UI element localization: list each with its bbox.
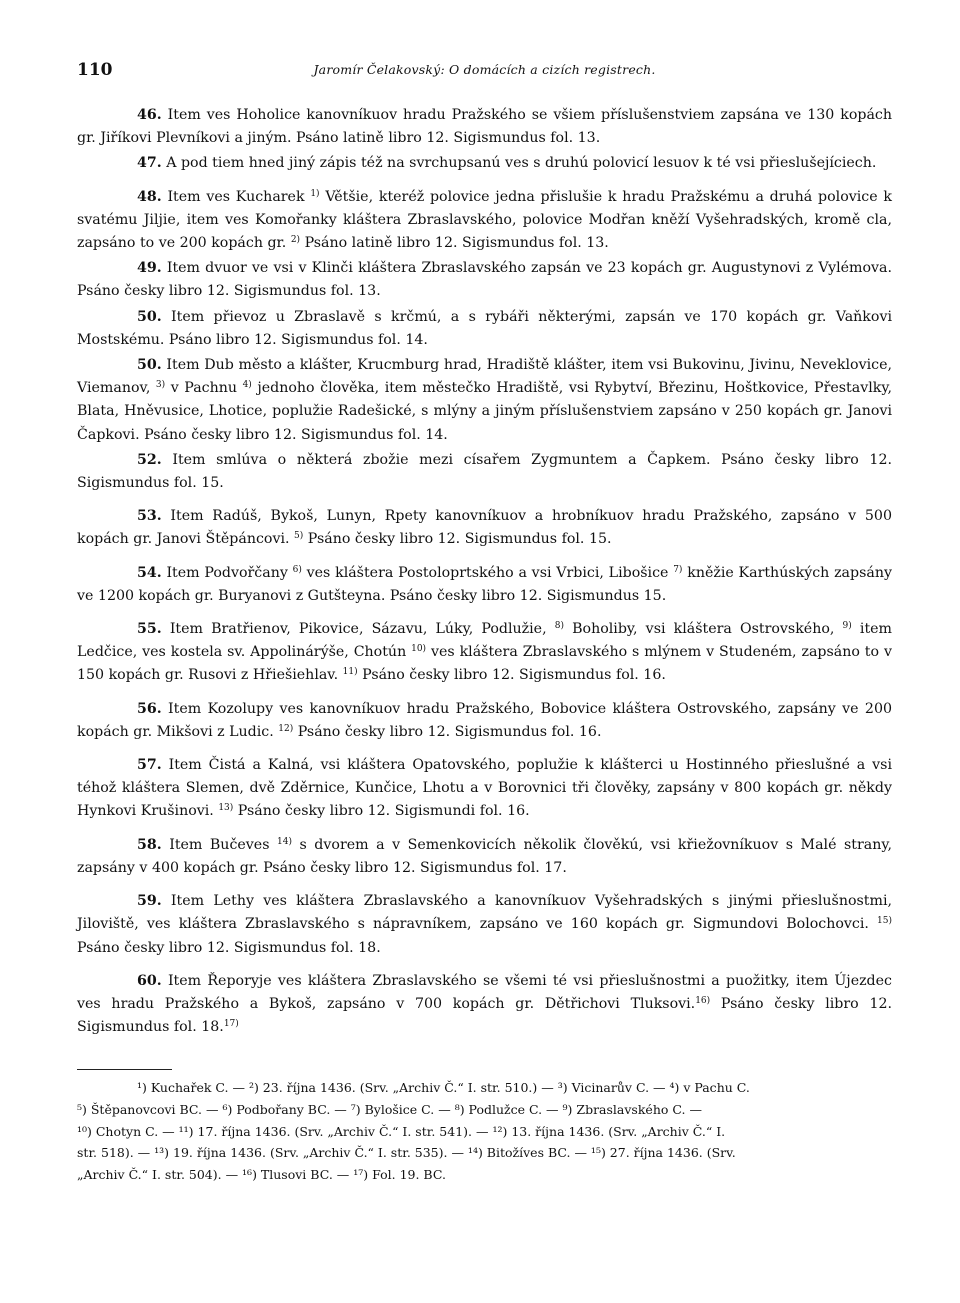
entry-text: v Pachnu xyxy=(165,380,243,397)
entry-number: 53. xyxy=(137,508,162,525)
entry-text: Item ves Hoholice kanovníkuov hradu Pražského se všiem příslušenstviem zapsána ve 130 kopách gr. Jiříkovi Plevníkovi a jiným. Psáno latině libro 12. Sigismundus fol. 13. xyxy=(77,107,892,147)
entry-text: Item Kozolupy ves kanovníkuov hradu Pražského, Bobovice kláštera Ostrovského, zapsány ve 200 kopách gr. Mikšovi z Ludic. xyxy=(77,700,892,740)
footnote-line: ¹) Kuchařek C. — ²) 23. října 1436. (Srv. „Archiv Č.“ I. str. 510.) — ³) Vicinarův C. — ⁴) v Pachu C. xyxy=(137,1080,750,1095)
footnote-ref: 15) xyxy=(877,916,892,927)
entry-number: 49. xyxy=(137,260,162,277)
entry-55 xyxy=(77,618,892,688)
entry-text: ves kláštera Postoloprtského a vsi Vrbici, Libošice xyxy=(301,564,674,581)
footnote-ref: 4) xyxy=(242,380,252,391)
footnote-ref: 7) xyxy=(673,564,683,575)
entry-49 xyxy=(77,257,892,303)
footnotes xyxy=(77,1077,892,1186)
entry-text: Item Dub město a klášter, Krucmburg hrad, Hradiště klášter, item vsi Bukovinu, Jivinu, Neveklovice, Viemanov, xyxy=(77,357,892,397)
entry-number: 52. xyxy=(137,451,162,468)
footnote-line: str. 518). — ¹³) 19. října 1436. (Srv. „Archiv Č.“ I. str. 535). — ¹⁴) Bitožíves BC. — ¹⁵) 27. října 1436. (Srv. xyxy=(77,1145,736,1161)
entry-text: Item Lethy ves kláštera Zbraslavského a kanovníkuov Vyšehradských s jinými přieslušnostmi, Jiloviště, ves kláštera Zbraslavského s nápravníkem, zapsáno ve 160 kopách gr. Sigmundovi Bolochovci. xyxy=(77,893,892,933)
entry-number: 59. xyxy=(137,893,162,910)
footnote-ref: 11) xyxy=(342,667,358,678)
entry-54 xyxy=(77,562,892,608)
entry-48 xyxy=(77,186,892,256)
entry-text: Psáno česky libro 12. Sigismundus fol. 15. xyxy=(303,531,612,548)
entry-text: Psáno česky libro 12. Sigismundus fol. 18. xyxy=(77,939,381,956)
entry-52 xyxy=(77,449,892,495)
entry-text: Item Čistá a Kalná, vsi kláštera Opatovského, poplužie k klášterci u Hostinného přieslušné a vsi téhož kláštera Slemen, dvě Zděrnice, Kunčice, Lhotu a v Borovnici tři člověky, zapsány v 800 kopách gr. někdy Hynkovi Krušinovi. xyxy=(77,757,892,820)
entry-text: Boholiby, vsi kláštera Ostrovského, xyxy=(563,621,843,638)
entry-59 xyxy=(77,890,892,960)
register-entries xyxy=(77,104,892,1049)
footnote-ref: 6) xyxy=(292,564,302,575)
footnote-rule xyxy=(77,1069,172,1070)
entry-number: 55. xyxy=(137,621,162,638)
footnote-ref: 16) xyxy=(695,995,711,1006)
entry-56 xyxy=(77,698,892,744)
footnote-ref: 14) xyxy=(277,836,292,847)
entry-number: 58. xyxy=(137,836,162,853)
entry-text: Item dvuor ve vsi v Klinči kláštera Zbraslavského zapsán ve 23 kopách gr. Augustynovi z Vylémova. Psáno česky libro 12. Sigismundus fol. 13. xyxy=(77,260,892,300)
running-head: Jaromír Čelakovský: O domácích a cizích registrech. xyxy=(313,62,656,77)
entry-text: Item Bučeves xyxy=(161,836,278,853)
entry-number: 57. xyxy=(137,757,162,774)
entry-47 xyxy=(77,152,892,175)
entry-text: A pod tiem hned jiný zápis též na svrchupsanú ves s druhú polovicí lesuov k té vsi přieslušejíciech. xyxy=(161,155,877,172)
entry-58 xyxy=(77,834,892,880)
footnote-line: „Archiv Č.“ I. str. 504). — ¹⁶) Tlusovi BC. — ¹⁷) Fol. 19. BC. xyxy=(77,1167,446,1183)
entry-text: ves kláštera Zbraslavského s mlýnem v Studeném, zapsáno to v 150 kopách gr. Rusovi z Hřiešiehlav. xyxy=(77,644,892,684)
entry-text: Item Bratřienov, Pikovice, Sázavu, Lúky, Podlužie, xyxy=(161,621,555,638)
entry-text: Většie, kteréž polovice jedna přislušie k hradu Pražskému a druhá polovice k svatému Jiljie, item ves Komořanky kláštera Zbraslavského, polovice Modřan kněží Vyšehradských, kromě cla, zapsáno to ve 200 kopách gr. xyxy=(77,188,892,252)
entry-60 xyxy=(77,970,892,1040)
footnote-ref: 2) xyxy=(290,235,301,246)
entry-50b xyxy=(77,354,892,447)
entry-text: Item přievoz u Zbraslavě s krčmú, a s rybáři některými, zapsán ve 170 kopách gr. Vaňkovi Mostskému. Psáno libro 12. Sigismundus fol. 14. xyxy=(77,308,892,348)
entry-number: 50. xyxy=(137,357,162,374)
entry-number: 47. xyxy=(137,155,162,172)
footnote-ref: 3) xyxy=(155,380,166,391)
footnote-ref: 12) xyxy=(278,723,294,734)
entry-text: Psáno česky libro 12. Sigismundus fol. 16. xyxy=(293,723,602,740)
entry-text: Item smlúva o některá zbožie mezi císařem Zygmuntem a Čapkem. Psáno česky libro 12. Sigismundus fol. 15. xyxy=(77,451,892,492)
page-number: 110 xyxy=(77,60,113,80)
page-header xyxy=(77,60,892,86)
footnote-ref: 9) xyxy=(842,621,852,632)
footnote-ref: 10) xyxy=(411,644,427,655)
footnote-ref: 1) xyxy=(310,188,320,199)
entry-number: 46. xyxy=(137,107,162,123)
entry-text: Item Podvořčany xyxy=(161,564,293,581)
entry-number: 54. xyxy=(137,564,162,581)
entry-number: 60. xyxy=(137,972,162,989)
entry-text: kněžie Karthúských zapsány ve 1200 kopách gr. Buryanovi z Gutšteyna. Psáno česky libro 12. Sigismundus 15. xyxy=(77,564,892,604)
entry-text: Psáno česky libro 12. Sigismundus fol. 16. xyxy=(357,667,666,684)
entry-text: Item Řeporyje ves kláštera Zbraslavského se všemi té vsi přieslušnostmi a puožitky, item Újezdec ves hradu Pražského a Bykoš, zapsáno v 700 kopách gr. Dětřichovi Tluksovi. xyxy=(77,972,892,1012)
entry-text: item Ledčice, ves kostela sv. Appolinárýše, Chotún xyxy=(77,621,892,661)
entry-number: 48. xyxy=(137,188,162,205)
footnote-line: ⁵) Štěpanovcovi BC. — ⁶) Podbořany BC. — ⁷) Bylošice C. — ⁸) Podlužce C. — ⁹) Zbraslavského C. — xyxy=(77,1101,702,1117)
footnote-ref: 5) xyxy=(294,531,304,542)
footnote-ref: 17) xyxy=(223,1019,239,1030)
footnote-ref: 13) xyxy=(218,803,234,814)
entry-text: Item Radúš, Bykoš, Lunyn, Rpety kanovníkuov a hrobníkuov hradu Pražského, zapsáno v 500 kopách gr. Janovi Štěpáncovi. xyxy=(77,508,892,548)
entry-46 xyxy=(77,104,892,150)
footnote-ref: 8) xyxy=(554,621,564,632)
entry-number: 50. xyxy=(137,308,162,325)
entry-57 xyxy=(77,754,892,824)
entry-text: Item ves Kucharek xyxy=(161,188,311,205)
entry-text: Psáno česky libro 12. Sigismundi fol. 16. xyxy=(233,803,530,820)
footnote-line: ¹⁰) Chotyn C. — ¹¹) 17. října 1436. (Srv. „Archiv Č.“ I. str. 541). — ¹²) 13. října 1436. (Srv. „Archiv Č.“ I. xyxy=(77,1123,726,1139)
entry-number: 56. xyxy=(137,700,162,717)
entry-50 xyxy=(77,306,892,352)
entry-text: s dvorem a v Semenkovicích několik člověkú, vsi křiežovníkuov s Malé strany, zapsány v 400 kopách gr. Psáno česky libro 12. Sigismundus fol. 17. xyxy=(77,836,892,876)
entry-53 xyxy=(77,505,892,551)
entry-text: Psáno česky libro 12. Sigismundus fol. 18. xyxy=(77,995,893,1036)
entry-text: Psáno latině libro 12. Sigismundus fol. 13. xyxy=(300,235,609,252)
entry-text: jednoho člověka, item městečko Hradiště, vsi Rybytví, Březinu, Hoštkovice, Přestavlky, Blata, Hněvusice, Lhotice, poplužie Radešické, s mlýny a jiným příslušenstviem zapsáno v 250 kopách gr. Janovi Čapkovi. Psáno česky libro 12. Sigismundus fol. 14. xyxy=(77,380,892,443)
